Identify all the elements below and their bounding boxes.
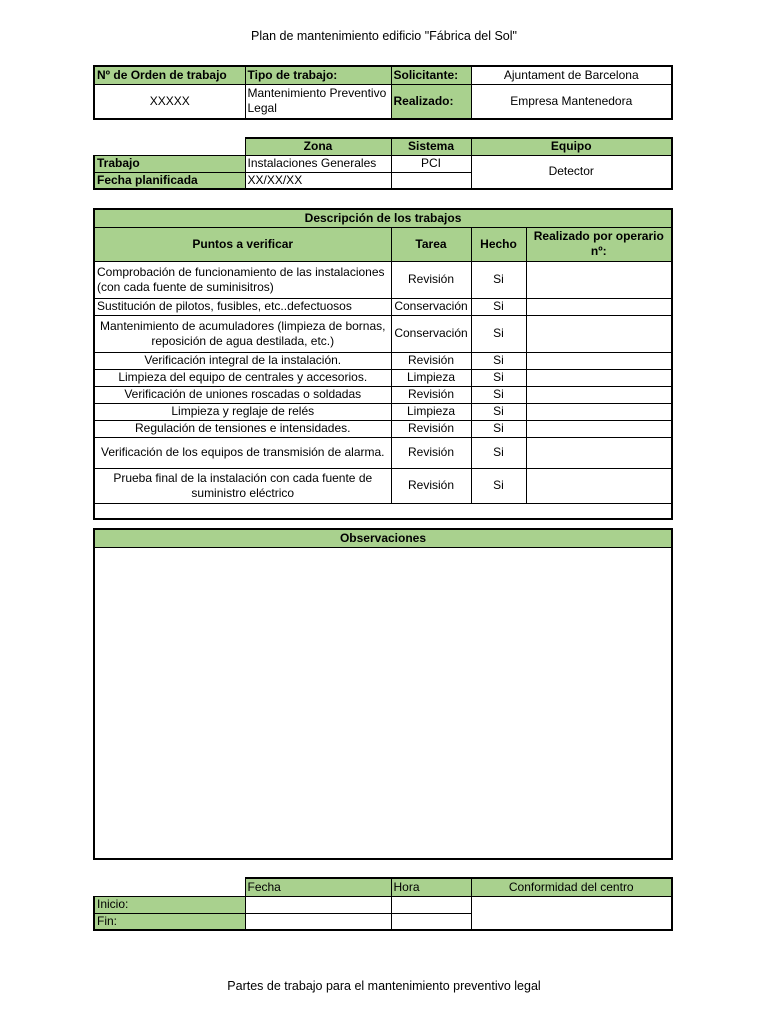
table-row xyxy=(94,403,672,420)
table-row xyxy=(94,468,672,503)
hecho-cell[interactable]: Si xyxy=(471,386,526,403)
tarea-cell: Revisión xyxy=(391,468,471,503)
inicio-fecha-field[interactable] xyxy=(245,896,391,913)
fin-hora-field[interactable] xyxy=(391,913,471,930)
tasks-spacer-row xyxy=(94,503,672,519)
punto-cell: Verificación integral de la instalación. xyxy=(94,352,391,369)
punto-cell: Verificación de uniones roscadas o soldadas xyxy=(94,386,391,403)
fecha-planificada-label: Fecha planificada xyxy=(94,172,245,189)
tipo-label: Tipo de trabajo: xyxy=(245,66,391,84)
realizado-label: Realizado: xyxy=(391,84,471,119)
operario-cell[interactable] xyxy=(526,420,672,437)
realizado-value[interactable]: Empresa Mantenedora xyxy=(471,84,672,119)
inicio-hora-field[interactable] xyxy=(391,896,471,913)
equipo-header: Equipo xyxy=(471,138,672,155)
hecho-cell[interactable]: Si xyxy=(471,369,526,386)
tarea-cell: Conservación xyxy=(391,315,471,352)
solicitante-label: Solicitante: xyxy=(391,66,471,84)
tarea-cell: Conservación xyxy=(391,298,471,315)
page-footer: Partes de trabajo para el mantenimiento preventivo legal xyxy=(227,979,541,993)
conformidad-header: Conformidad del centro xyxy=(471,878,672,896)
table-row xyxy=(94,369,672,386)
tarea-cell: Limpieza xyxy=(391,403,471,420)
zona-header: Zona xyxy=(245,138,391,155)
fecha-header: Fecha xyxy=(245,878,391,896)
table-row xyxy=(94,298,672,315)
hecho-cell[interactable]: Si xyxy=(471,261,526,298)
hecho-cell[interactable]: Si xyxy=(471,437,526,468)
tarea-cell: Revisión xyxy=(391,352,471,369)
trabajo-sistema-value[interactable]: PCI xyxy=(391,155,471,172)
table-row xyxy=(94,437,672,468)
operario-cell[interactable] xyxy=(526,298,672,315)
tarea-cell: Revisión xyxy=(391,386,471,403)
operario-cell[interactable] xyxy=(526,468,672,503)
sistema-header: Sistema xyxy=(391,138,471,155)
work-zone-table xyxy=(93,137,673,190)
hecho-cell[interactable]: Si xyxy=(471,420,526,437)
fin-label: Fin: xyxy=(94,913,245,930)
tipo-value[interactable]: Mantenimiento Preventivo Legal xyxy=(245,84,391,119)
hecho-cell[interactable]: Si xyxy=(471,315,526,352)
hora-header: Hora xyxy=(391,878,471,896)
inicio-label: Inicio: xyxy=(94,896,245,913)
table-row xyxy=(94,352,672,369)
observaciones-title: Observaciones xyxy=(94,529,672,547)
observaciones-textarea[interactable] xyxy=(94,547,672,859)
punto-cell: Prueba final de la instalación con cada fuente de suministro eléctrico xyxy=(94,468,391,503)
punto-cell: Limpieza del equipo de centrales y accesorios. xyxy=(94,369,391,386)
fecha-planificada-value[interactable]: XX/XX/XX xyxy=(245,172,391,189)
trabajo-label: Trabajo xyxy=(94,155,245,172)
tarea-cell: Revisión xyxy=(391,437,471,468)
tarea-cell: Limpieza xyxy=(391,369,471,386)
orden-value[interactable]: XXXXX xyxy=(94,84,245,119)
hecho-cell[interactable]: Si xyxy=(471,298,526,315)
fin-fecha-field[interactable] xyxy=(245,913,391,930)
operario-cell[interactable] xyxy=(526,352,672,369)
trabajo-zona-value[interactable]: Instalaciones Generales xyxy=(245,155,391,172)
col-operario: Realizado por operario nº: xyxy=(526,227,672,261)
observaciones-table xyxy=(93,528,673,860)
operario-cell[interactable] xyxy=(526,386,672,403)
equipo-value[interactable]: Detector xyxy=(471,155,672,189)
punto-cell: Verificación de los equipos de transmisión de alarma. xyxy=(94,437,391,468)
operario-cell[interactable] xyxy=(526,315,672,352)
signoff-table xyxy=(93,877,673,931)
punto-cell: Sustitución de pilotos, fusibles, etc..defectuosos xyxy=(94,298,391,315)
tarea-cell: Revisión xyxy=(391,420,471,437)
punto-cell: Limpieza y reglaje de relés xyxy=(94,403,391,420)
punto-cell: Comprobación de funcionamiento de las instalaciones (con cada fuente de suminisitros) xyxy=(94,261,391,298)
operario-cell[interactable] xyxy=(526,261,672,298)
page-title: Plan de mantenimiento edificio "Fábrica del Sol" xyxy=(251,29,517,43)
fecha-sistema-empty[interactable] xyxy=(391,172,471,189)
tasks-section-title: Descripción de los trabajos xyxy=(94,209,672,227)
conformidad-field[interactable] xyxy=(471,896,672,930)
table-row xyxy=(94,386,672,403)
operario-cell[interactable] xyxy=(526,369,672,386)
table-row xyxy=(94,315,672,352)
operario-cell[interactable] xyxy=(526,437,672,468)
tasks-table xyxy=(93,208,673,520)
tarea-cell: Revisión xyxy=(391,261,471,298)
col-tarea: Tarea xyxy=(391,227,471,261)
col-hecho: Hecho xyxy=(471,227,526,261)
operario-cell[interactable] xyxy=(526,403,672,420)
col-puntos: Puntos a verificar xyxy=(94,227,391,261)
hecho-cell[interactable]: Si xyxy=(471,403,526,420)
hecho-cell[interactable]: Si xyxy=(471,468,526,503)
punto-cell: Mantenimiento de acumuladores (limpieza de bornas, reposición de agua destilada, etc.) xyxy=(94,315,391,352)
table-row xyxy=(94,420,672,437)
solicitante-value[interactable]: Ajuntament de Barcelona xyxy=(471,66,672,84)
table-row xyxy=(94,261,672,298)
order-header-table xyxy=(93,65,673,120)
punto-cell: Regulación de tensiones e intensidades. xyxy=(94,420,391,437)
hecho-cell[interactable]: Si xyxy=(471,352,526,369)
orden-label: Nº de Orden de trabajo xyxy=(94,66,245,84)
